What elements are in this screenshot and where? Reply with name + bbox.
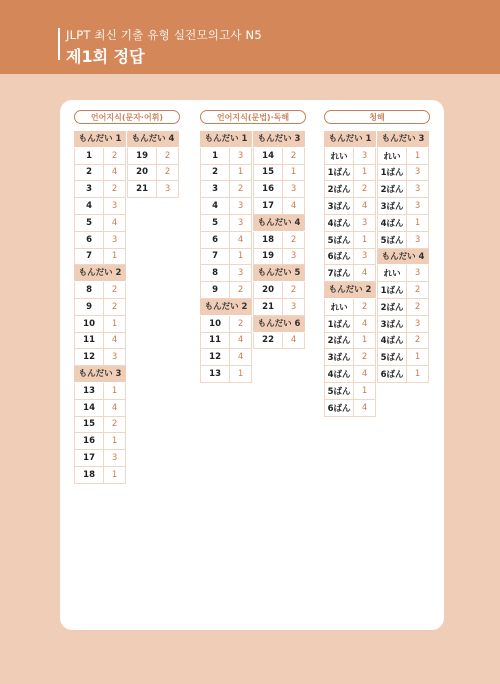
mondai-heading-label: もんだい 3: [381, 134, 425, 144]
answer-row: [74, 249, 126, 266]
answer-row: [324, 299, 376, 316]
question-number: 9: [74, 299, 104, 315]
answer-value: 1: [407, 366, 429, 382]
question-number: 3: [200, 181, 230, 197]
question-number: 11: [74, 333, 104, 349]
question-number: 11: [200, 333, 230, 349]
answer-row: [324, 148, 376, 165]
answer-value: 1: [354, 383, 376, 399]
answer-value: 4: [230, 333, 252, 349]
question-number: 20: [127, 165, 157, 181]
question-number: れい: [377, 265, 407, 281]
answer-row: [74, 316, 126, 333]
answer-value: 2: [354, 181, 376, 197]
mondai-heading-label: もんだい 4: [131, 134, 175, 144]
answer-value: 3: [407, 198, 429, 214]
answer-value: 3: [407, 165, 429, 181]
mondai-heading: [324, 131, 376, 148]
question-number: 21: [127, 181, 157, 197]
answer-value: 1: [354, 165, 376, 181]
answer-value: 3: [407, 265, 429, 281]
mondai-heading-label: もんだい 4: [257, 217, 301, 228]
answer-value: 3: [283, 249, 305, 265]
answer-row: [200, 265, 252, 282]
answer-row: [200, 232, 252, 249]
question-number: 3ばん: [324, 198, 354, 214]
answer-row: [377, 165, 429, 182]
answer-row: [74, 181, 126, 198]
answer-value: 4: [354, 316, 376, 332]
question-number: 1: [200, 148, 230, 164]
answer-value: 1: [104, 433, 126, 449]
question-number: 5: [200, 215, 230, 231]
answer-row: [377, 232, 429, 249]
question-number: 12: [200, 349, 230, 365]
question-number: 2ばん: [324, 181, 354, 197]
answer-row: [127, 181, 179, 198]
answer-row: [377, 265, 429, 282]
answer-value: 2: [104, 417, 126, 433]
answer-value: 3: [230, 215, 252, 231]
answer-value: 4: [104, 215, 126, 231]
question-number: 17: [253, 198, 283, 214]
answer-row: [377, 299, 429, 316]
answer-value: 3: [104, 198, 126, 214]
question-number: 2ばん: [377, 181, 407, 197]
question-number: 21: [253, 299, 283, 315]
question-number: 4ばん: [377, 215, 407, 231]
mondai-heading: [200, 131, 252, 148]
answer-row: [127, 148, 179, 165]
answer-row: [377, 333, 429, 350]
question-number: 5: [74, 215, 104, 231]
answer-row: [324, 316, 376, 333]
question-number: 13: [74, 383, 104, 399]
answer-value: 1: [407, 215, 429, 231]
answer-row: [253, 232, 305, 249]
answer-row: [253, 333, 305, 350]
answer-row: [324, 181, 376, 198]
answer-value: 2: [104, 282, 126, 298]
question-number: 9: [200, 282, 230, 298]
section-vocabulary: [74, 110, 180, 480]
answer-value: 3: [157, 181, 179, 197]
answer-row: [324, 232, 376, 249]
page-title: 제1회 정답: [66, 47, 145, 66]
question-number: 1ばん: [324, 316, 354, 332]
answer-value: 4: [354, 265, 376, 281]
answer-value: 3: [407, 232, 429, 248]
answer-value: 3: [230, 198, 252, 214]
answer-value: 3: [407, 181, 429, 197]
answer-row: [74, 383, 126, 400]
answer-value: 4: [354, 366, 376, 382]
question-number: 7: [200, 249, 230, 265]
answer-row: [200, 366, 252, 383]
answer-value: 1: [230, 165, 252, 181]
answer-value: 3: [354, 249, 376, 265]
answer-column: [253, 131, 305, 349]
answer-value: 4: [104, 333, 126, 349]
question-number: 14: [74, 400, 104, 416]
answer-value: 2: [283, 232, 305, 248]
answer-row: [200, 333, 252, 350]
answer-row: [253, 249, 305, 266]
answer-value: 2: [354, 349, 376, 365]
question-number: 5ばん: [377, 349, 407, 365]
answer-value: 2: [230, 316, 252, 332]
question-number: 6: [74, 232, 104, 248]
answer-value: 4: [230, 349, 252, 365]
answer-row: [74, 198, 126, 215]
answer-row: [74, 232, 126, 249]
answer-row: [200, 148, 252, 165]
question-number: 10: [200, 316, 230, 332]
answer-row: [324, 366, 376, 383]
question-number: 2: [74, 165, 104, 181]
answer-row: [377, 282, 429, 299]
header-banner: [0, 0, 500, 74]
answer-value: 3: [104, 349, 126, 365]
question-number: 3ばん: [324, 349, 354, 365]
answer-row: [377, 366, 429, 383]
answer-row: [377, 316, 429, 333]
answer-value: 3: [104, 232, 126, 248]
answer-value: 3: [230, 265, 252, 281]
answer-row: [74, 417, 126, 434]
answer-row: [324, 198, 376, 215]
answer-row: [74, 433, 126, 450]
mondai-heading-label: もんだい 6: [257, 318, 301, 329]
answer-row: [377, 181, 429, 198]
answer-row: [127, 165, 179, 182]
answer-value: 3: [104, 450, 126, 466]
answer-value: 2: [157, 165, 179, 181]
question-number: 7ばん: [324, 265, 354, 281]
answer-row: [324, 383, 376, 400]
question-number: 6ばん: [324, 400, 354, 416]
question-number: 15: [74, 417, 104, 433]
mondai-heading: [377, 249, 429, 266]
answer-row: [74, 148, 126, 165]
question-number: 1ばん: [377, 282, 407, 298]
answer-row: [74, 282, 126, 299]
answer-value: 3: [283, 181, 305, 197]
question-number: 1: [74, 148, 104, 164]
mondai-heading: [200, 299, 252, 316]
answer-value: 2: [230, 282, 252, 298]
answer-row: [324, 249, 376, 266]
answer-row: [253, 148, 305, 165]
answer-row: [324, 349, 376, 366]
section-label: 청해: [324, 110, 430, 124]
question-number: 5ばん: [377, 232, 407, 248]
question-number: 4: [200, 198, 230, 214]
question-number: 19: [127, 148, 157, 164]
question-number: 6ばん: [377, 366, 407, 382]
answer-row: [74, 467, 126, 484]
answer-row: [200, 181, 252, 198]
answer-value: 3: [354, 215, 376, 231]
answer-row: [200, 249, 252, 266]
answer-value: 1: [230, 366, 252, 382]
mondai-heading-label: もんだい 2: [78, 268, 122, 279]
question-number: 7: [74, 249, 104, 265]
question-number: 4ばん: [324, 366, 354, 382]
question-number: 19: [253, 249, 283, 265]
answer-value: 2: [283, 148, 305, 164]
answer-value: 4: [230, 232, 252, 248]
answer-value: 1: [230, 249, 252, 265]
answer-value: 1: [104, 467, 126, 483]
question-number: 2ばん: [324, 333, 354, 349]
question-number: 17: [74, 450, 104, 466]
question-number: れい: [377, 148, 407, 164]
question-number: 2ばん: [377, 299, 407, 315]
answer-value: 3: [354, 148, 376, 164]
answer-row: [74, 333, 126, 350]
answer-row: [200, 282, 252, 299]
answer-row: [200, 316, 252, 333]
answer-value: 2: [407, 299, 429, 315]
question-number: 3ばん: [377, 316, 407, 332]
answer-row: [74, 215, 126, 232]
answer-row: [253, 165, 305, 182]
book-subtitle: JLPT 최신 기출 유형 실전모의고사 N5: [66, 28, 262, 42]
answer-row: [324, 215, 376, 232]
answer-value: 4: [104, 400, 126, 416]
mondai-heading: [253, 215, 305, 232]
answer-value: 4: [283, 333, 305, 349]
answer-row: [74, 349, 126, 366]
question-number: れい: [324, 299, 354, 315]
answer-value: 1: [283, 165, 305, 181]
question-number: 18: [74, 467, 104, 483]
question-number: れい: [324, 148, 354, 164]
answer-row: [74, 450, 126, 467]
question-number: 22: [253, 333, 283, 349]
section-listening: [324, 110, 430, 414]
answer-value: 2: [230, 181, 252, 197]
answer-row: [324, 333, 376, 350]
mondai-heading-label: もんだい 3: [78, 369, 122, 380]
question-number: 12: [74, 349, 104, 365]
answer-value: 1: [104, 316, 126, 332]
answer-value: 3: [407, 316, 429, 332]
answer-value: 1: [407, 349, 429, 365]
mondai-heading-label: もんだい 5: [257, 268, 301, 279]
question-number: 1ばん: [377, 165, 407, 181]
answer-value: 2: [283, 282, 305, 298]
section-grammar-reading: [200, 110, 306, 380]
answer-value: 1: [104, 249, 126, 265]
answer-row: [74, 165, 126, 182]
mondai-heading: [377, 131, 429, 148]
answer-row: [377, 198, 429, 215]
answer-value: 4: [104, 165, 126, 181]
answer-row: [377, 215, 429, 232]
answer-value: 2: [104, 181, 126, 197]
answer-row: [377, 349, 429, 366]
question-number: 6ばん: [324, 249, 354, 265]
question-number: 15: [253, 165, 283, 181]
question-number: 3: [74, 181, 104, 197]
header-accent-bar: [58, 28, 60, 60]
question-number: 4ばん: [377, 333, 407, 349]
answer-row: [200, 198, 252, 215]
answer-value: 1: [354, 232, 376, 248]
answer-row: [324, 165, 376, 182]
mondai-heading-label: もんだい 1: [204, 134, 248, 144]
answer-row: [74, 299, 126, 316]
question-number: 13: [200, 366, 230, 382]
answer-row: [253, 181, 305, 198]
answer-value: 4: [354, 198, 376, 214]
answer-value: 2: [157, 148, 179, 164]
mondai-heading-label: もんだい 4: [381, 251, 425, 262]
answer-column: [324, 131, 376, 417]
question-number: 4: [74, 198, 104, 214]
question-number: 5ばん: [324, 383, 354, 399]
answer-value: 3: [230, 148, 252, 164]
answer-value: 1: [104, 383, 126, 399]
answer-row: [324, 400, 376, 417]
mondai-heading-label: もんだい 2: [328, 285, 372, 296]
answer-value: 1: [354, 333, 376, 349]
answer-row: [253, 282, 305, 299]
answer-value: 2: [407, 282, 429, 298]
answer-row: [324, 265, 376, 282]
section-label: 언어지식(문자·어휘): [74, 110, 180, 124]
mondai-heading: [253, 131, 305, 148]
question-number: 5ばん: [324, 232, 354, 248]
answer-value: 1: [407, 148, 429, 164]
answer-value: 2: [407, 333, 429, 349]
answer-row: [74, 400, 126, 417]
question-number: 14: [253, 148, 283, 164]
answer-row: [377, 148, 429, 165]
mondai-heading: [127, 131, 179, 148]
mondai-heading: [253, 316, 305, 333]
question-number: 1ばん: [324, 165, 354, 181]
answer-column: [127, 131, 179, 198]
mondai-heading-label: もんだい 3: [257, 134, 301, 144]
mondai-heading-label: もんだい 1: [328, 134, 372, 144]
answer-column: [377, 131, 429, 383]
answer-value: 2: [104, 148, 126, 164]
question-number: 16: [74, 433, 104, 449]
question-number: 18: [253, 232, 283, 248]
question-number: 2: [200, 165, 230, 181]
mondai-heading: [324, 282, 376, 299]
answer-value: 4: [283, 198, 305, 214]
answer-value: 4: [354, 400, 376, 416]
question-number: 6: [200, 232, 230, 248]
question-number: 8: [74, 282, 104, 298]
answer-row: [200, 215, 252, 232]
answer-value: 3: [283, 299, 305, 315]
question-number: 3ばん: [377, 198, 407, 214]
mondai-heading-label: もんだい 1: [78, 134, 122, 144]
question-number: 20: [253, 282, 283, 298]
section-label: 언어지식(문법)·독해: [200, 110, 306, 124]
answer-row: [200, 165, 252, 182]
question-number: 10: [74, 316, 104, 332]
question-number: 4ばん: [324, 215, 354, 231]
answer-row: [253, 299, 305, 316]
mondai-heading: [74, 131, 126, 148]
answer-card: [60, 100, 444, 630]
question-number: 16: [253, 181, 283, 197]
answer-row: [200, 349, 252, 366]
question-number: 8: [200, 265, 230, 281]
mondai-heading: [74, 265, 126, 282]
answer-column: [74, 131, 126, 484]
answer-row: [253, 198, 305, 215]
mondai-heading: [253, 265, 305, 282]
mondai-heading-label: もんだい 2: [204, 301, 248, 312]
answer-value: 2: [354, 299, 376, 315]
mondai-heading: [74, 366, 126, 383]
answer-value: 2: [104, 299, 126, 315]
answer-column: [200, 131, 252, 383]
